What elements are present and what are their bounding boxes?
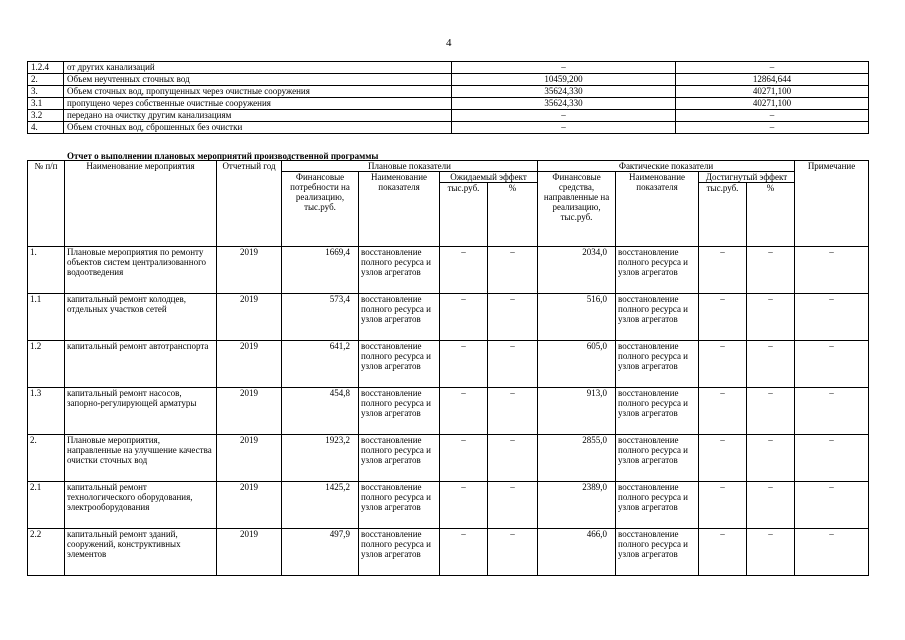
report-cell-note: – <box>795 247 869 294</box>
summary-cell-num: 4. <box>28 122 64 134</box>
summary-cell-v1: 35624,330 <box>452 86 676 98</box>
report-cell-plan_ind: восстановление полного ресурса и узлов агрегатов <box>359 247 440 294</box>
report-cell-plan_fin: 1923,2 <box>282 435 359 482</box>
report-cell-year: 2019 <box>217 341 282 388</box>
report-cell-plan_fin: 641,2 <box>282 341 359 388</box>
report-cell-a1: – <box>699 388 747 435</box>
report-cell-plan_ind: восстановление полного ресурса и узлов агрегатов <box>359 294 440 341</box>
report-cell-year: 2019 <box>217 529 282 576</box>
report-cell-e2: – <box>488 341 538 388</box>
report-cell-e1: – <box>440 388 488 435</box>
table-row <box>28 482 869 529</box>
report-cell-act_fin: 466,0 <box>538 529 616 576</box>
header-pct: % <box>488 183 538 247</box>
table-row <box>28 388 869 435</box>
summary-cell-num: 3. <box>28 86 64 98</box>
header-year: Отчетный год <box>217 161 282 247</box>
header-planned: Плановые показатели <box>282 161 538 172</box>
report-cell-num: 1.1 <box>28 294 65 341</box>
report-cell-e1: – <box>440 529 488 576</box>
report-cell-year: 2019 <box>217 247 282 294</box>
summary-row <box>28 74 869 86</box>
header-note: Примечание <box>795 161 869 247</box>
report-cell-name: капитальный ремонт технологического оборудования, электрооборудования <box>65 482 217 529</box>
report-cell-e2: – <box>488 294 538 341</box>
report-cell-name: Плановые мероприятия по ремонту объектов систем централизованного водоотведения <box>65 247 217 294</box>
report-cell-act_ind: восстановление полного ресурса и узлов агрегатов <box>616 341 699 388</box>
report-cell-act_ind: восстановление полного ресурса и узлов агрегатов <box>616 435 699 482</box>
report-cell-act_ind: восстановление полного ресурса и узлов агрегатов <box>616 482 699 529</box>
header-thous: тыс.руб. <box>440 183 488 247</box>
report-cell-num: 2.2 <box>28 529 65 576</box>
summary-cell-v1: 10459,200 <box>452 74 676 86</box>
report-cell-plan_fin: 1425,2 <box>282 482 359 529</box>
report-cell-e2: – <box>488 529 538 576</box>
report-cell-act_fin: 2389,0 <box>538 482 616 529</box>
table-row <box>28 341 869 388</box>
summary-cell-v1: – <box>452 62 676 74</box>
report-cell-num: 1.3 <box>28 388 65 435</box>
report-cell-e1: – <box>440 247 488 294</box>
header-pct2: % <box>747 183 795 247</box>
report-cell-plan_ind: восстановление полного ресурса и узлов агрегатов <box>359 529 440 576</box>
summary-row <box>28 122 869 134</box>
report-cell-e1: – <box>440 482 488 529</box>
report-cell-act_ind: восстановление полного ресурса и узлов агрегатов <box>616 529 699 576</box>
report-cell-year: 2019 <box>217 388 282 435</box>
summary-cell-v2: 12864,644 <box>676 74 869 86</box>
report-cell-act_ind: восстановление полного ресурса и узлов агрегатов <box>616 294 699 341</box>
summary-cell-name: Объем сточных вод, пропущенных через очистные сооружения <box>64 86 452 98</box>
report-cell-e1: – <box>440 294 488 341</box>
report-cell-a2: – <box>747 341 795 388</box>
report-cell-e2: – <box>488 247 538 294</box>
summary-cell-name: Объем неучтенных сточных вод <box>64 74 452 86</box>
report-cell-plan_ind: восстановление полного ресурса и узлов агрегатов <box>359 482 440 529</box>
report-cell-plan_ind: восстановление полного ресурса и узлов агрегатов <box>359 435 440 482</box>
report-cell-plan_fin: 573,4 <box>282 294 359 341</box>
summary-cell-name: от других канализаций <box>64 62 452 74</box>
header-plan-fin: Финансовые потребности на реализацию, тыс.руб. <box>282 172 359 247</box>
summary-cell-v2: 40271,100 <box>676 98 869 110</box>
header-achieved-effect: Достигнутый эффект <box>699 172 795 183</box>
report-cell-num: 2.1 <box>28 482 65 529</box>
summary-cell-num: 3.1 <box>28 98 64 110</box>
report-cell-a2: – <box>747 294 795 341</box>
summary-cell-v2: – <box>676 62 869 74</box>
report-cell-name: Плановые мероприятия, направленные на улучшение качества очистки сточных вод <box>65 435 217 482</box>
report-cell-year: 2019 <box>217 482 282 529</box>
report-cell-num: 2. <box>28 435 65 482</box>
report-cell-a2: – <box>747 482 795 529</box>
report-cell-num: 1. <box>28 247 65 294</box>
report-cell-act_fin: 913,0 <box>538 388 616 435</box>
report-cell-plan_fin: 497,9 <box>282 529 359 576</box>
summary-cell-v1: 35624,330 <box>452 98 676 110</box>
summary-cell-name: Объем сточных вод, сброшенных без очистки <box>64 122 452 134</box>
report-cell-a1: – <box>699 294 747 341</box>
summary-cell-v2: – <box>676 110 869 122</box>
report-cell-plan_fin: 454,8 <box>282 388 359 435</box>
report-cell-note: – <box>795 341 869 388</box>
report-cell-plan_ind: восстановление полного ресурса и узлов агрегатов <box>359 341 440 388</box>
header-num: № п/п <box>28 161 65 247</box>
report-cell-act_ind: восстановление полного ресурса и узлов агрегатов <box>616 388 699 435</box>
summary-cell-v2: – <box>676 122 869 134</box>
report-cell-note: – <box>795 388 869 435</box>
table-row <box>28 529 869 576</box>
summary-cell-num: 3.2 <box>28 110 64 122</box>
summary-row <box>28 62 869 74</box>
report-cell-name: капитальный ремонт колодцев, отдельных участков сетей <box>65 294 217 341</box>
summary-cell-name: пропущено через собственные очистные сооружения <box>64 98 452 110</box>
report-cell-year: 2019 <box>217 435 282 482</box>
report-cell-plan_fin: 1669,4 <box>282 247 359 294</box>
report-cell-a2: – <box>747 435 795 482</box>
summary-row <box>28 98 869 110</box>
report-cell-a2: – <box>747 388 795 435</box>
report-cell-name: капитальный ремонт зданий, сооружений, конструктивных элементов <box>65 529 217 576</box>
report-cell-e2: – <box>488 388 538 435</box>
report-cell-a1: – <box>699 247 747 294</box>
header-name: Наименование мероприятия <box>65 161 217 247</box>
header-actual: Фактические показатели <box>538 161 795 172</box>
report-table <box>27 160 869 576</box>
header-expected-effect: Ожидаемый эффект <box>440 172 538 183</box>
header-plan-indicator: Наименование показателя <box>359 172 440 247</box>
report-cell-a1: – <box>699 341 747 388</box>
report-cell-a1: – <box>699 435 747 482</box>
report-cell-act_ind: восстановление полного ресурса и узлов агрегатов <box>616 247 699 294</box>
summary-table <box>27 61 869 134</box>
report-cell-year: 2019 <box>217 294 282 341</box>
header-act-fin: Финансовые средства, направленные на реализацию, тыс.руб. <box>538 172 616 247</box>
report-cell-note: – <box>795 294 869 341</box>
table-row <box>28 435 869 482</box>
report-cell-act_fin: 2034,0 <box>538 247 616 294</box>
report-cell-act_fin: 2855,0 <box>538 435 616 482</box>
report-cell-e2: – <box>488 435 538 482</box>
report-cell-name: капитальный ремонт автотранспорта <box>65 341 217 388</box>
report-cell-e1: – <box>440 341 488 388</box>
table-row <box>28 294 869 341</box>
page-number: 4 <box>446 37 452 49</box>
report-cell-act_fin: 605,0 <box>538 341 616 388</box>
summary-row <box>28 110 869 122</box>
summary-cell-v2: 40271,100 <box>676 86 869 98</box>
report-cell-a2: – <box>747 247 795 294</box>
summary-cell-name: передано на очистку другим канализациям <box>64 110 452 122</box>
report-cell-plan_ind: восстановление полного ресурса и узлов агрегатов <box>359 388 440 435</box>
summary-cell-v1: – <box>452 122 676 134</box>
table-row <box>28 247 869 294</box>
header-act-indicator: Наименование показателя <box>616 172 699 247</box>
header-thous2: тыс.руб. <box>699 183 747 247</box>
report-cell-name: капитальный ремонт насосов, запорно-регулирующей арматуры <box>65 388 217 435</box>
report-cell-num: 1.2 <box>28 341 65 388</box>
report-cell-note: – <box>795 482 869 529</box>
summary-cell-v1: – <box>452 110 676 122</box>
report-cell-a1: – <box>699 482 747 529</box>
report-cell-a2: – <box>747 529 795 576</box>
summary-cell-num: 1.2.4 <box>28 62 64 74</box>
report-cell-e1: – <box>440 435 488 482</box>
summary-row <box>28 86 869 98</box>
report-cell-note: – <box>795 529 869 576</box>
report-cell-e2: – <box>488 482 538 529</box>
report-cell-act_fin: 516,0 <box>538 294 616 341</box>
report-title: Отчет о выполнении плановых мероприятий производственной программы <box>67 151 379 161</box>
report-cell-note: – <box>795 435 869 482</box>
summary-cell-num: 2. <box>28 74 64 86</box>
report-cell-a1: – <box>699 529 747 576</box>
